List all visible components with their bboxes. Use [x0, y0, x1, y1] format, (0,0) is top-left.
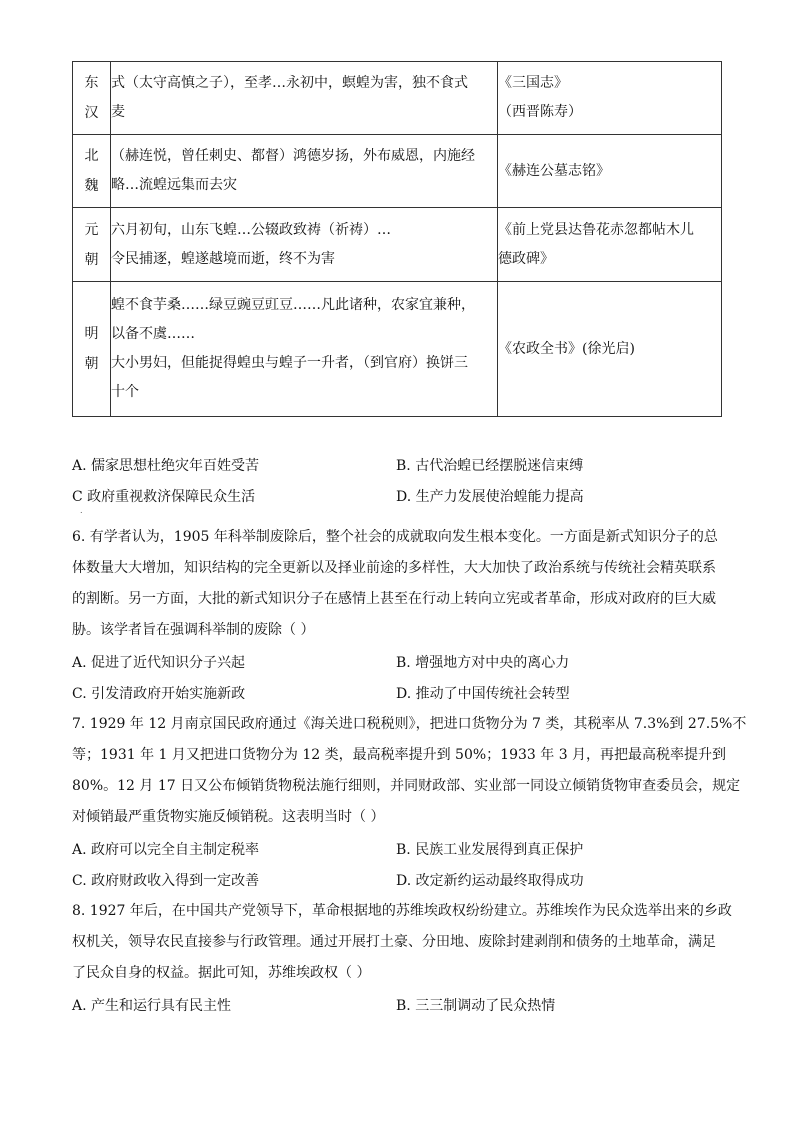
q5-option-b[interactable]: B. 古代治蝗已经摆脱迷信束缚 — [396, 458, 584, 474]
content-cell — [111, 135, 498, 208]
dynasty-char: 魏 — [84, 178, 99, 194]
q5-options-row-1 — [72, 455, 732, 477]
q6-options-row-1 — [72, 652, 732, 674]
dynasty-cell — [73, 135, 111, 208]
content-line: 麦 — [111, 104, 125, 120]
table-row — [73, 135, 722, 208]
q7-option-b[interactable]: B. 民族工业发展得到真正保护 — [396, 842, 584, 858]
q7-option-d[interactable]: D. 改定新约运动最终取得成功 — [396, 873, 584, 889]
q6-option-d[interactable]: D. 推动了中国传统社会转型 — [396, 686, 570, 702]
table-row — [73, 208, 722, 282]
source-line: 《前上党县达鲁花赤忽都帖木儿 — [498, 221, 694, 238]
q6-option-a[interactable]: A. 促进了近代知识分子兴起 — [72, 655, 246, 671]
source-cell — [498, 208, 722, 282]
source-line: 德政碑》 — [498, 250, 554, 267]
q6-stem-line: 胁。该学者旨在强调科举制的废除（ ） — [72, 622, 315, 638]
content-line: 令民捕逐，蝗遂越境而逝，终不为害 — [111, 250, 335, 267]
q7-option-a[interactable]: A. 政府可以完全自主制定税率 — [72, 842, 260, 858]
source-cell — [498, 62, 722, 135]
dynasty-char: 元 — [84, 221, 99, 238]
q7-stem — [72, 709, 747, 833]
q5-option-c[interactable]: C 政府重视救济保障民众生活 — [72, 489, 256, 505]
dynasty-char: 北 — [84, 148, 99, 164]
q5-options-row-2 — [72, 486, 732, 508]
dynasty-char: 朝 — [84, 356, 99, 372]
q8-stem — [72, 896, 732, 989]
q8-option-b[interactable]: B. 三三制调动了民众热情 — [396, 998, 556, 1014]
q6-stem-line: 的割断。另一方面，大批的新式知识分子在感情上甚至在行动上转向立宪或者革命，形成对政府的巨大威 — [72, 591, 716, 607]
q6-option-c[interactable]: C. 引发清政府开始实施新政 — [72, 686, 246, 702]
q7-stem-line: 7. 1929 年 12 月南京国民政府通过《海关进口税税则》，把进口货物分为 7 类，其税率从 7.3%到 27.5%不 — [72, 716, 747, 732]
q7-stem-line: 对倾销最严重货物实施反倾销税。这表明当时（ ） — [72, 809, 385, 825]
q5-option-d[interactable]: D. 生产力发展使治蝗能力提高 — [396, 489, 584, 505]
content-line: 略…流蝗远集而去灾 — [111, 177, 237, 193]
source-cell — [498, 135, 722, 208]
q6-option-b[interactable]: B. 增强地方对中央的离心力 — [396, 655, 570, 671]
q6-stem-line: 体数量大大增加，知识结构的完全更新以及择业前途的多样性，大大加快了政治系统与传统社会精英联系 — [72, 560, 716, 576]
dynasty-char: 东 — [84, 75, 99, 91]
dynasty-char: 朝 — [84, 251, 99, 268]
source-line: 《农政全书》(徐光启) — [498, 340, 635, 357]
dynasty-cell — [73, 282, 111, 417]
dynasty-cell — [73, 62, 111, 135]
content-line: 六月初旬，山东飞蝗…公辍政致祷（祈祷）… — [111, 221, 391, 238]
q8-stem-line: 权机关，领导农民直接参与行政管理。通过开展打土豪、分田地、废除封建剥削和债务的土地革命，满足 — [72, 934, 716, 950]
content-cell — [111, 282, 498, 417]
table-row — [73, 282, 722, 417]
historical-sources-table — [72, 61, 722, 417]
content-line: （赫连悦，曾任刺史、都督）鸿德岁扬，外布威恩，内施经 — [111, 148, 475, 164]
q6-stem-line: 6. 有学者认为，1905 年科举制废除后，整个社会的成就取向发生根本变化。一方面是新式知识分子的总 — [72, 529, 718, 545]
q8-stem-line: 8. 1927 年后，在中国共产党领导下，革命根据地的苏维埃政权纷纷建立。苏维埃作为民众选举出来的乡政 — [72, 903, 732, 919]
q7-options-row-2 — [72, 870, 732, 892]
q7-stem-line: 等；1931 年 1 月又把进口货物分为 12 类，最高税率提升到 50%；1933 年 3 月，再把最高税率提升到 — [72, 747, 727, 763]
content-line: 大小男妇，但能捉得蝗虫与蝗子一升者，（到官府）换饼三 — [111, 355, 468, 371]
q5-option-a[interactable]: A. 儒家思想杜绝灾年百姓受苦 — [72, 458, 260, 474]
q7-option-c[interactable]: C. 政府财政收入得到一定改善 — [72, 873, 260, 889]
source-cell — [498, 282, 722, 417]
source-line: （西晋陈寿） — [498, 104, 582, 120]
stray-mark: . — [80, 506, 83, 515]
content-cell — [111, 62, 498, 135]
dynasty-cell — [73, 208, 111, 282]
q6-options-row-2 — [72, 683, 732, 705]
q8-stem-line: 了民众自身的权益。据此可知，苏维埃政权（ ） — [72, 965, 371, 981]
q6-stem — [72, 522, 724, 646]
content-line: 十个 — [111, 384, 139, 400]
content-line: 蝗不食芋桑……绿豆豌豆豇豆……凡此诸种，农家宜兼种， — [111, 297, 475, 313]
q8-options-row-1 — [72, 995, 732, 1017]
table-row — [73, 62, 722, 135]
content-line: 式（太守高慎之子），至孝…永初中，螟蝗为害，独不食式 — [111, 75, 468, 91]
source-line: 《赫连公墓志铭》 — [498, 162, 610, 179]
dynasty-char: 明 — [84, 326, 99, 342]
q7-stem-line: 80%。12 月 17 日又公布倾销货物税法施行细则，并同财政部、实业部一同设立倾销货物审查委员会，规定 — [72, 778, 741, 794]
content-cell — [111, 208, 498, 282]
content-line: 以备不虞…… — [111, 326, 195, 342]
dynasty-char: 汉 — [84, 105, 99, 121]
q7-options-row-1 — [72, 839, 732, 861]
q8-option-a[interactable]: A. 产生和运行具有民主性 — [72, 998, 232, 1014]
source-line: 《三国志》 — [498, 75, 568, 91]
